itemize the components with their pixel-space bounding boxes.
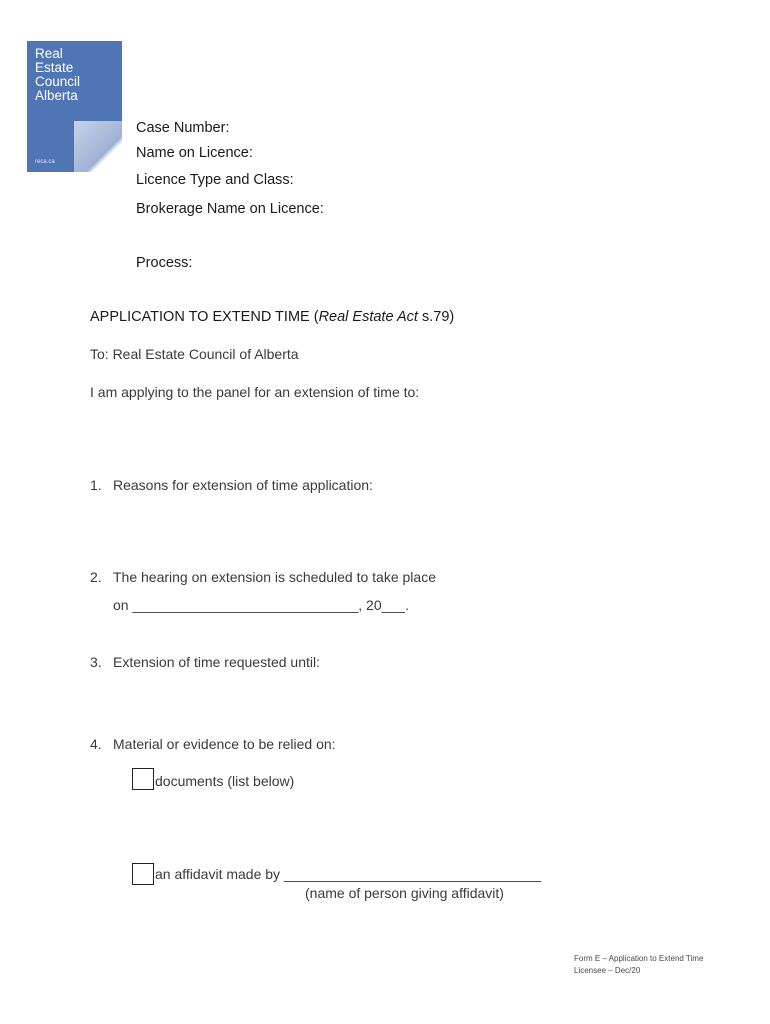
documents-checkbox[interactable]	[132, 768, 154, 790]
item-number: 1.	[90, 477, 102, 493]
item-text: Material or evidence to be relied on:	[113, 736, 336, 752]
title-suffix: s.79)	[417, 309, 455, 325]
licence-type-label: Licence Type and Class:	[136, 172, 294, 188]
item-number: 2.	[90, 569, 102, 585]
process-label: Process:	[136, 255, 193, 271]
form-title	[90, 309, 454, 325]
title-act: Real Estate Act	[318, 309, 418, 325]
to-line: To: Real Estate Council of Alberta	[90, 346, 299, 362]
item-text: Extension of time requested until:	[113, 654, 321, 670]
logo-url: reca.ca	[35, 159, 55, 165]
hearing-date-blank[interactable]: on _____________________________, 20___.	[113, 597, 409, 613]
form-footer	[574, 953, 703, 977]
footer-form-name: Form E – Application to Extend Time	[574, 954, 704, 963]
reca-logo	[27, 41, 122, 172]
name-on-licence-label: Name on Licence:	[136, 145, 253, 161]
affidavit-hint: (name of person giving affidavit)	[305, 885, 504, 901]
intro-line: I am applying to the panel for an extension of time to:	[90, 384, 420, 400]
title-prefix: APPLICATION TO EXTEND TIME (	[90, 309, 319, 325]
logo-name: Real Estate Council Alberta	[35, 46, 81, 103]
item-text: The hearing on extension is scheduled to take place	[113, 569, 436, 585]
item-number: 3.	[90, 654, 102, 670]
item-text: Reasons for extension of time application:	[113, 477, 373, 493]
affidavit-label: an affidavit made by _________________________________	[155, 866, 541, 882]
affidavit-checkbox[interactable]	[132, 863, 154, 885]
case-number-label: Case Number:	[136, 120, 230, 136]
logo-page-fold	[74, 121, 122, 172]
item-number: 4.	[90, 736, 102, 752]
brokerage-name-label: Brokerage Name on Licence:	[136, 201, 324, 217]
documents-label: documents (list below)	[155, 773, 295, 789]
footer-version: Licensee – Dec/20	[574, 966, 641, 975]
